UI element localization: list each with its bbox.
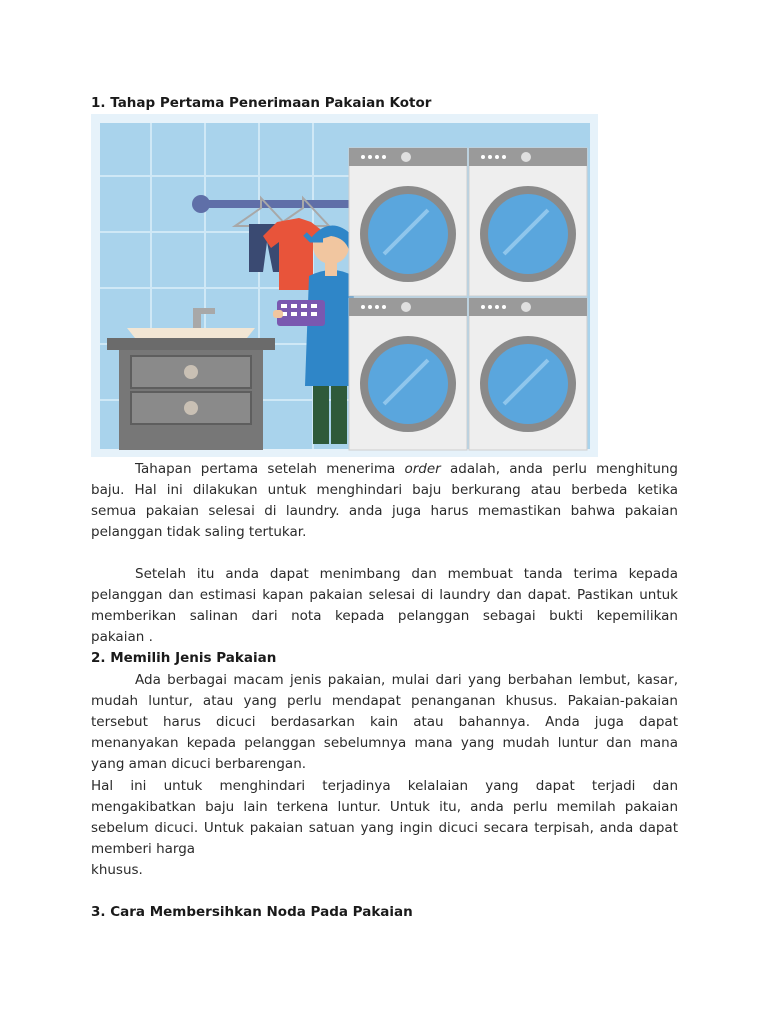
paragraph-line: memberi harga [91,841,196,857]
paragraph-line: Hal ini untuk menghindari terjadinya kelalaian yang dapat terjadi dan [91,778,678,794]
heading-section-1: 1. Tahap Pertama Penerimaan Pakaian Kotor [91,95,432,111]
paragraph-fabric-types [91,670,678,775]
paragraph-line: mengakibatkan baju lain terkena luntur. Untuk itu, anda perlu memilah pakaian [91,799,678,815]
paragraph-line: baju. Hal ini dilakukan untuk menghindari baju berkurang atau berbeda ketika [91,482,678,498]
laundry-illustration [91,114,598,457]
paragraph-line: pakaian . [91,629,153,645]
paragraph-counting-clothes [91,459,678,543]
paragraph-line [91,459,678,480]
laundry-illustration-svg [91,114,598,457]
paragraph-line: menanyakan kepada pelanggan sebelumnya mana yang mudah luntur dan mana [91,735,678,751]
paragraph-line: semua pakaian selesai di laundry. anda juga harus memastikan bahwa pakaian [91,503,678,519]
paragraph-sorting-clothes [91,776,678,881]
paragraph-line: memberikan salinan dari nota kepada pelanggan sebagai bukti kepemilikan [91,608,678,624]
paragraph-line: pelanggan tidak saling tertukar. [91,524,307,540]
paragraph-line: Setelah itu anda dapat menimbang dan membuat tanda terima kepada [135,566,678,582]
paragraph-weighing-receipt [91,564,678,648]
text-run: adalah, anda perlu menghitung [440,461,678,477]
paragraph-line: khusus. [91,862,143,878]
paragraph-line: Ada berbagai macam jenis pakaian, mulai dari yang berbahan lembut, kasar, [135,672,678,688]
heading-section-2: 2. Memilih Jenis Pakaian [91,650,277,666]
paragraph-line: mudah luntur, atau yang perlu mendapat penanganan khusus. Pakaian-pakaian [91,693,678,709]
heading-section-3: 3. Cara Membersihkan Noda Pada Pakaian [91,904,413,920]
paragraph-line: tersebut harus dicuci berdasarkan kain atau bahannya. Anda juga dapat [91,714,678,730]
paragraph-line: sebelum dicuci. Untuk pakaian satuan yang ingin dicuci secara terpisah, anda dapat [91,820,678,836]
paragraph-line: yang aman dicuci berbarengan. [91,756,307,772]
text-run: Tahapan pertama setelah menerima [135,461,405,477]
italic-term: order [404,461,441,477]
paragraph-line: pelanggan dan estimasi kapan pakaian selesai di laundry dan dapat. Pastikan untuk [91,587,678,603]
